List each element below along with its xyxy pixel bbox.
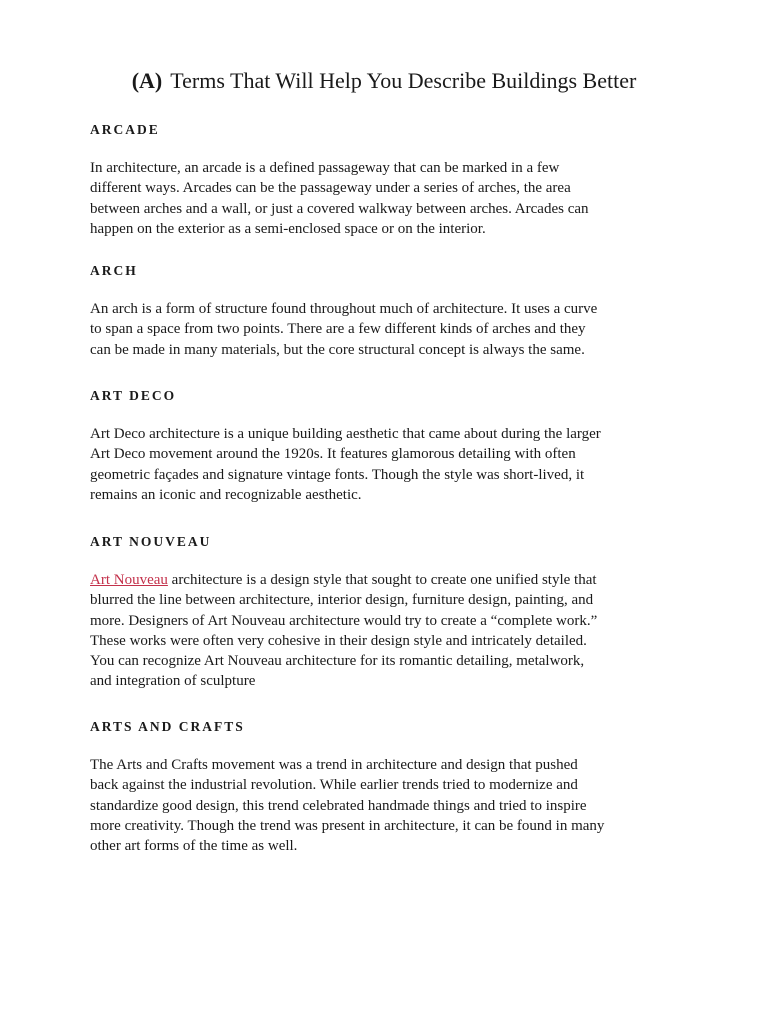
title-label: (A) bbox=[131, 68, 163, 93]
body-line: more creativity. Though the trend was present in architecture, it can be found in many bbox=[90, 817, 605, 834]
section-body bbox=[90, 140, 690, 239]
section-arch bbox=[90, 261, 690, 386]
body-line: other art forms of the time as well. bbox=[90, 838, 298, 855]
section-art-deco bbox=[90, 386, 690, 532]
section-heading: ARCADE bbox=[90, 122, 160, 137]
body-line: to span a space from two points. There are a few different kinds of arches and they bbox=[90, 321, 586, 338]
body-line: blurred the line between architecture, interior design, furniture design, painting, and bbox=[90, 592, 594, 609]
body-line: In architecture, an arcade is a defined passageway that can be marked in a few bbox=[90, 160, 560, 176]
title-text: Terms That Will Help You Describe Buildings Better bbox=[170, 68, 637, 93]
section-arts-and-crafts bbox=[90, 717, 690, 856]
body-line: architecture is a design style that sought to create one unified style that bbox=[167, 572, 597, 588]
body-line: can be made in many materials, but the core structural concept is always the same. bbox=[90, 341, 585, 358]
section-body bbox=[90, 406, 690, 505]
document-content bbox=[90, 120, 690, 856]
body-line: different ways. Arcades can be the passageway under a series of arches, the area bbox=[90, 180, 571, 197]
body-line: remains an iconic and recognizable aesthetic. bbox=[90, 486, 362, 503]
body-line: Art Deco movement around the 1920s. It features glamorous detailing with often bbox=[90, 446, 576, 463]
body-line: happen on the exterior as a semi-enclosed space or on the interior. bbox=[90, 220, 486, 237]
art-nouveau-link[interactable]: Art Nouveau bbox=[90, 572, 168, 588]
body-line: An arch is a form of structure found throughout much of architecture. It uses a curve bbox=[90, 301, 598, 317]
section-heading: ART NOUVEAU bbox=[90, 534, 212, 549]
section-heading: ARCH bbox=[90, 263, 138, 278]
body-line: These works were often very cohesive in their design style and intricately detailed. bbox=[90, 632, 587, 649]
body-line: The Arts and Crafts movement was a trend in architecture and design that pushed bbox=[90, 757, 578, 773]
section-heading: ART DECO bbox=[90, 388, 177, 403]
body-line: standardize good design, this trend celebrated handmade things and tried to inspire bbox=[90, 797, 587, 814]
section-heading: ARTS AND CRAFTS bbox=[90, 719, 245, 734]
body-line: more. Designers of Art Nouveau architecture would try to create a “complete work.” bbox=[90, 612, 598, 629]
section-body bbox=[90, 737, 690, 856]
body-line: Art Deco architecture is a unique building aesthetic that came about during the larger bbox=[90, 426, 601, 442]
body-line: geometric façades and signature vintage fonts. Though the style was short-lived, it bbox=[90, 466, 585, 483]
section-body bbox=[90, 281, 690, 360]
section-art-nouveau bbox=[90, 532, 690, 717]
section-body bbox=[90, 552, 690, 692]
section-arcade bbox=[90, 120, 690, 261]
body-line: between arches and a wall, or just a covered walkway between arches. Arcades can bbox=[90, 200, 589, 217]
body-line: You can recognize Art Nouveau architecture for its romantic detailing, metalwork, bbox=[90, 653, 585, 670]
body-line: back against the industrial revolution. While earlier trends tried to modernize and bbox=[90, 777, 578, 794]
body-line: and integration of sculpture bbox=[90, 673, 256, 690]
page-title bbox=[0, 66, 768, 96]
